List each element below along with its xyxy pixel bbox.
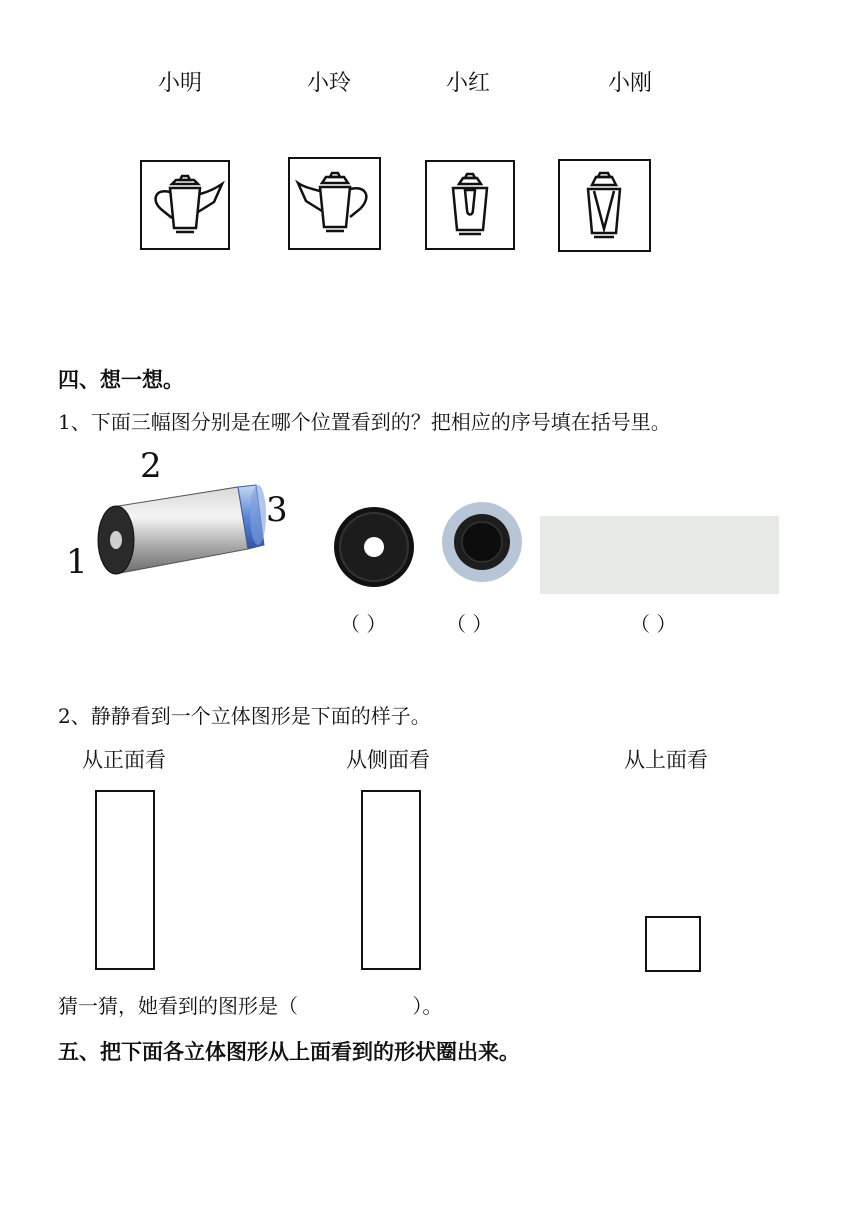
- position-label-2: 2: [140, 446, 162, 486]
- cylinder-end-view-cap: [440, 500, 524, 584]
- q1-text: 1、下面三幅图分别是在哪个位置看到的？把相应的序号填在括号里。: [58, 410, 671, 434]
- q2-text: 2、静静看到一个立体图形是下面的样子。: [58, 704, 431, 728]
- name-xiaohong: 小红: [446, 71, 491, 96]
- position-label-1: 1: [66, 542, 88, 582]
- teapot-view-1: [140, 160, 230, 250]
- front-view-rectangle: [95, 790, 155, 970]
- section-4-title: 四、想一想。: [58, 368, 184, 392]
- teapot-side-mirrored-icon: [290, 159, 379, 248]
- teapot-side-icon: [142, 162, 228, 248]
- name-xiaoming: 小明: [158, 71, 203, 96]
- answer-paren-2[interactable]: （ ）: [446, 612, 493, 636]
- cylinder-illustration: [60, 445, 300, 595]
- cylinder-side-view: [540, 516, 779, 594]
- view-label-side: 从侧面看: [346, 748, 430, 772]
- top-view-square: [645, 916, 701, 972]
- name-xiaogang: 小刚: [608, 71, 653, 96]
- name-xiaoling: 小玲: [307, 71, 352, 96]
- teapot-back-icon: [560, 161, 649, 250]
- position-label-3: 3: [266, 490, 288, 530]
- cylinder-end-view-black: [332, 505, 416, 589]
- side-view-rectangle: [361, 790, 421, 970]
- view-label-top: 从上面看: [624, 748, 708, 772]
- section-5-title: 五、把下面各立体图形从上面看到的形状圈出来。: [58, 1040, 520, 1064]
- teapot-view-3: [425, 160, 515, 250]
- answer-paren-1[interactable]: （ ）: [340, 612, 387, 636]
- guess-text[interactable]: 猜一猜，她看到的图形是（ ）。: [58, 994, 443, 1018]
- answer-paren-3[interactable]: （ ）: [630, 612, 677, 636]
- teapot-view-2: [288, 157, 381, 250]
- teapot-front-icon: [427, 162, 513, 248]
- teapot-view-4: [558, 159, 651, 252]
- view-label-front: 从正面看: [82, 748, 166, 772]
